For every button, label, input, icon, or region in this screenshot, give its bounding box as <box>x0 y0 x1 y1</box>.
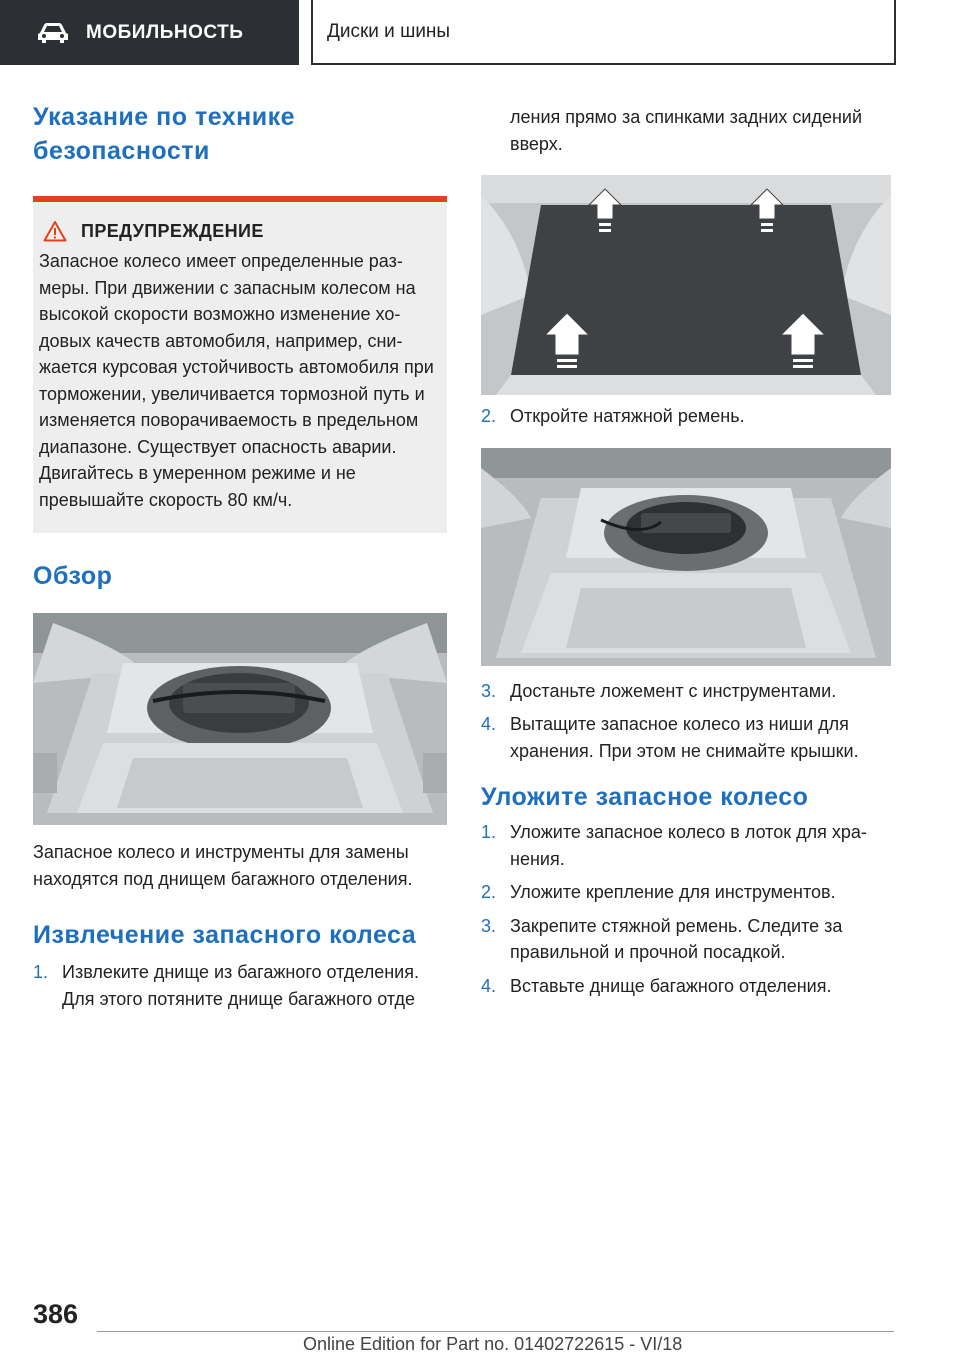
removal-heading: Извлечение запасного колеса <box>33 921 417 949</box>
warning-title: ПРЕДУПРЕЖДЕНИЕ <box>81 220 264 241</box>
list-item <box>481 819 891 872</box>
list-item <box>481 973 891 1000</box>
warning-header <box>43 220 439 242</box>
step-number: 1. <box>33 962 49 982</box>
step-text: Уложите запасное колесо в лоток для хранения. <box>510 822 867 869</box>
section-header <box>0 0 299 65</box>
stow-steps <box>481 819 891 999</box>
warning-triangle-icon <box>43 220 67 242</box>
subsection-title: Диски и шины <box>327 20 451 42</box>
list-item <box>481 879 891 906</box>
step-number: 2. <box>481 882 497 902</box>
warning-box <box>33 196 447 533</box>
spare-wheel-overview-image <box>33 613 447 825</box>
list-item <box>481 711 891 764</box>
removal-steps-left <box>33 959 447 1012</box>
step-text: Откройте натяжной ремень. <box>510 406 745 426</box>
left-column <box>33 100 447 1012</box>
section-title: МОБИЛЬНОСТЬ <box>86 21 244 43</box>
removal-steps-right-a <box>481 403 891 430</box>
car-icon <box>36 22 70 44</box>
step-text: Закрепите стяжной ремень. Следите за правильной и прочной посадкой. <box>510 915 843 962</box>
step-text: Вставьте днище багажного отделения. <box>510 975 832 996</box>
list-item <box>481 403 891 430</box>
warning-text: Запасное колесо имеет определенные размеры. При движении с запасным колесом на высокой скорости возможно изменение ходовых качеств автомобиля, например, снижается курсовая устойчивость автомобиля при торможении, увеличивается тормозной путь и изменяется поворачиваемость в предельном диапазоне. Существует опасность аварии. Двигайтесь в умеренном режиме и не превышайте скорость 80 км/ч. <box>39 251 434 510</box>
overview-heading: Обзор <box>33 562 113 590</box>
footer-divider <box>97 1331 894 1332</box>
list-item <box>481 913 891 966</box>
step-number: 3. <box>481 915 497 936</box>
step-number: 3. <box>481 680 497 701</box>
step-text: Извлеките днище из багажного отделения. Для этого потяните днище багажного отде <box>62 962 419 1009</box>
list-item <box>33 959 447 1012</box>
step-text: Вытащите запасное колесо из ниши для хранения. При этом не снимайте крышки. <box>510 714 859 761</box>
open-strap-image <box>481 448 891 666</box>
step-text: Достаньте ложемент с инструментами. <box>510 680 837 701</box>
stow-heading: Уложите запасное колесо <box>481 783 809 811</box>
step-number: 4. <box>481 975 497 996</box>
step-continuation: ления прямо за спинками задних сидений вверх. <box>510 107 863 154</box>
step-text: Уложите крепление для инструментов. <box>510 882 836 902</box>
subsection-header <box>311 0 896 65</box>
right-column <box>481 100 891 999</box>
list-item <box>481 678 891 705</box>
removal-steps-right-b <box>481 678 891 765</box>
overview-caption: Запасное колесо и инструменты для замены находятся под днищем багажного отделения. <box>33 842 413 889</box>
step-number: 1. <box>481 822 497 842</box>
safety-heading: Указание по технике безопасности <box>33 103 296 165</box>
step-number: 2. <box>481 406 497 426</box>
step-number: 4. <box>481 714 497 734</box>
trunk-floor-image <box>481 175 891 395</box>
page-number: 386 <box>33 1299 79 1329</box>
edition-note: Online Edition for Part no. 01402722615 - VI/18 <box>303 1334 683 1354</box>
